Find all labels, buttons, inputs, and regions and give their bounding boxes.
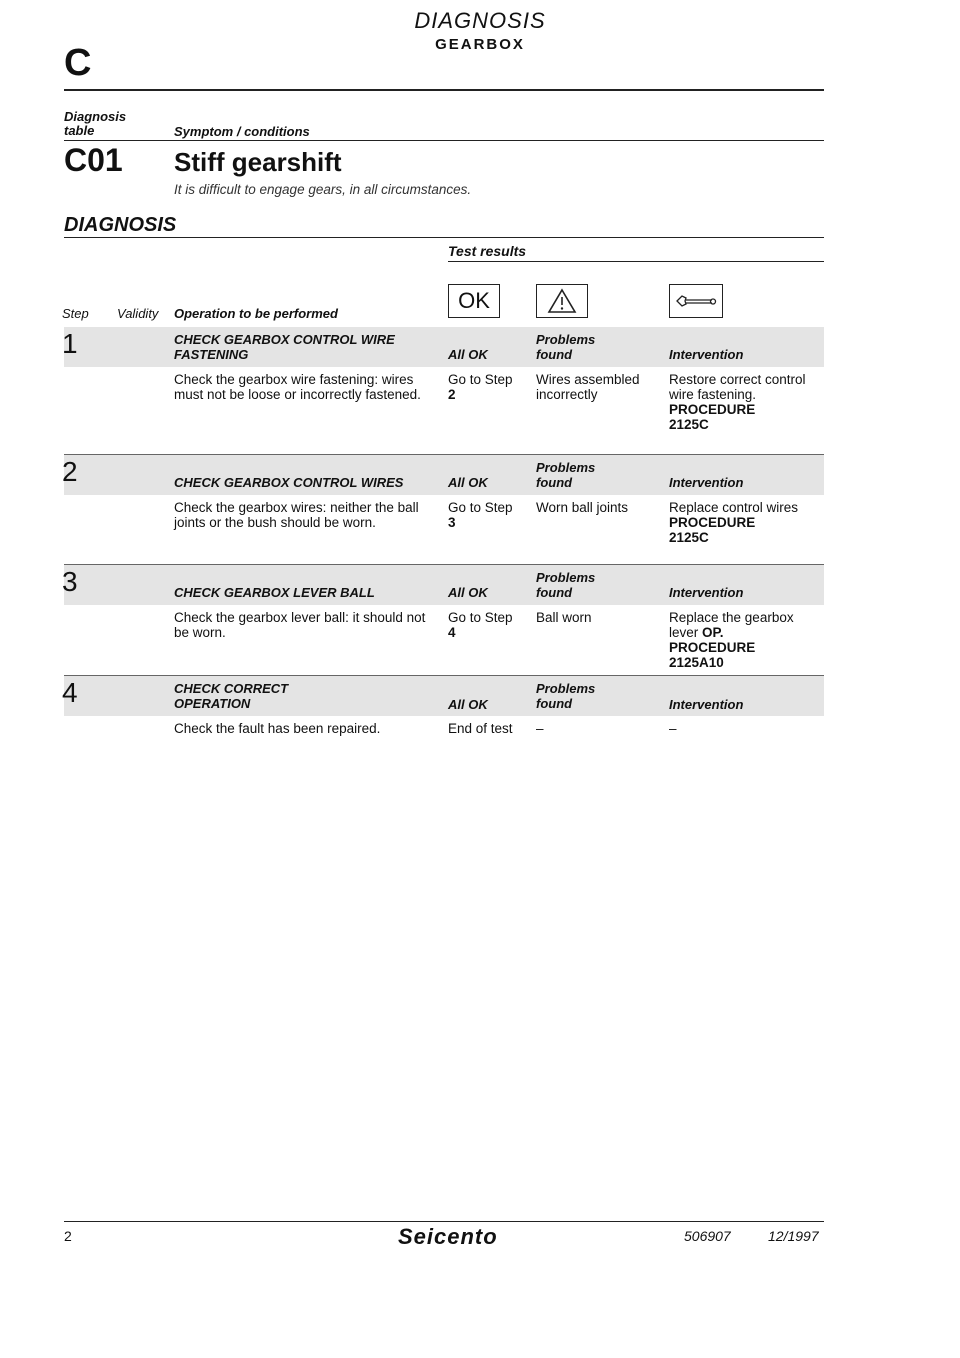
fault-code: C01 [64,142,123,178]
column-validity: Validity [117,306,159,321]
step-3-remedy-op: OP. [702,625,724,640]
step-1-check-title: CHECK GEARBOX CONTROL WIRE FASTENING [174,332,395,362]
step-3-remedy-line [669,610,819,640]
fault-description: It is difficult to engage gears, in all circumstances. [174,182,472,197]
ok-box-icon: OK [448,284,500,318]
step-1-ok-result [448,372,513,402]
symptom-conditions-label: Symptom / conditions [174,124,310,139]
step-3-problem: Ball worn [536,610,592,625]
step-1-number: 1 [62,328,78,359]
test-results-rule [448,261,824,262]
footer-date: 12/1997 [768,1228,819,1244]
step-4-number: 4 [62,677,78,708]
footer-brand-logo: Seicento [398,1224,498,1249]
warning-triangle-icon [536,284,588,318]
step-2-operation: Check the gearbox wires: neither the ball joints or the bush should be worn. [174,500,419,530]
fault-title: Stiff gearshift [174,147,342,177]
step-2-remedy-text: Replace control wires [669,500,799,515]
step-2-remedy-procedure: PROCEDURE 2125C [669,515,756,545]
section-letter: C [64,42,92,84]
test-results-label: Test results [448,243,527,259]
step-4-check-title: CHECK CORRECT OPERATION [174,681,289,711]
step-4-operation: Check the fault has been repaired. [174,721,381,736]
step-2-go-to: Go to Step [448,500,513,515]
step-3-next-step: 4 [448,625,456,640]
step-1-problem: Wires assembled incorrectly [536,372,640,402]
column-step: Step [62,306,89,321]
diagnosis-label: Diagnosis [64,109,127,124]
step-4-intervention: Intervention [669,697,744,712]
step-3-operation: Check the gearbox lever ball: it should not be worn. [174,610,426,640]
footer-doc-number: 506907 [684,1228,731,1244]
step-3-intervention: Intervention [669,585,744,600]
labels-rule [64,140,824,141]
step-2-next-step: 3 [448,515,456,530]
step-3-remedy-text: Replace the gearbox lever [669,610,794,640]
step-1-remedy-text: Restore correct control wire fastening. [669,372,806,402]
step-3-all-ok: All OK [448,585,488,600]
header-subtitle: GEARBOX [435,36,525,53]
header-title: DIAGNOSIS [414,8,546,33]
step-3-remedy-procedure: PROCEDURE 2125A10 [669,640,756,670]
step-3-check-title: CHECK GEARBOX LEVER BALL [174,585,375,600]
step-2-check-title: CHECK GEARBOX CONTROL WIRES [174,475,404,490]
header-rule [64,89,824,91]
step-3-remedy [669,610,819,670]
step-1-operation: Check the gearbox wire fastening: wires must not be loose or incorrectly fastened. [174,372,421,402]
step-4-ok-result: End of test [448,721,513,736]
step-2-remedy [669,500,821,545]
step-2-problems-found: Problems found [536,460,596,490]
footer-rule [64,1221,824,1222]
step-3-go-to: Go to Step [448,610,513,625]
step-2-intervention: Intervention [669,475,744,490]
step-1-remedy-procedure: PROCEDURE 2125C [669,402,756,432]
step-2-all-ok: All OK [448,475,488,490]
step-2-problem: Worn ball joints [536,500,629,515]
step-3-problems-found: Problems found [536,570,596,600]
step-1-go-to: Go to Step [448,372,513,387]
step-1-next-step: 2 [448,387,456,402]
step-3-number: 3 [62,566,78,597]
step-1-intervention: Intervention [669,347,744,362]
step-1-problems-found: Problems found [536,332,596,362]
step-2-number: 2 [62,456,78,487]
footer-page-number: 2 [64,1228,72,1244]
step-4-remedy: – [669,721,677,736]
step-3-ok-result [448,610,513,640]
step-4-all-ok: All OK [448,697,488,712]
spanner-icon [669,284,723,318]
diagnosis-table-label [64,110,126,138]
step-4-problem: – [536,721,544,736]
diagnosis-rule [64,237,824,238]
column-operation: Operation to be performed [174,306,338,321]
step-4-problems-found: Problems found [536,681,596,711]
step-1-all-ok: All OK [448,347,488,362]
step-2-ok-result [448,500,513,530]
table-label: table [64,123,95,138]
step-1-remedy [669,372,819,432]
diagnosis-heading: DIAGNOSIS [64,214,177,236]
